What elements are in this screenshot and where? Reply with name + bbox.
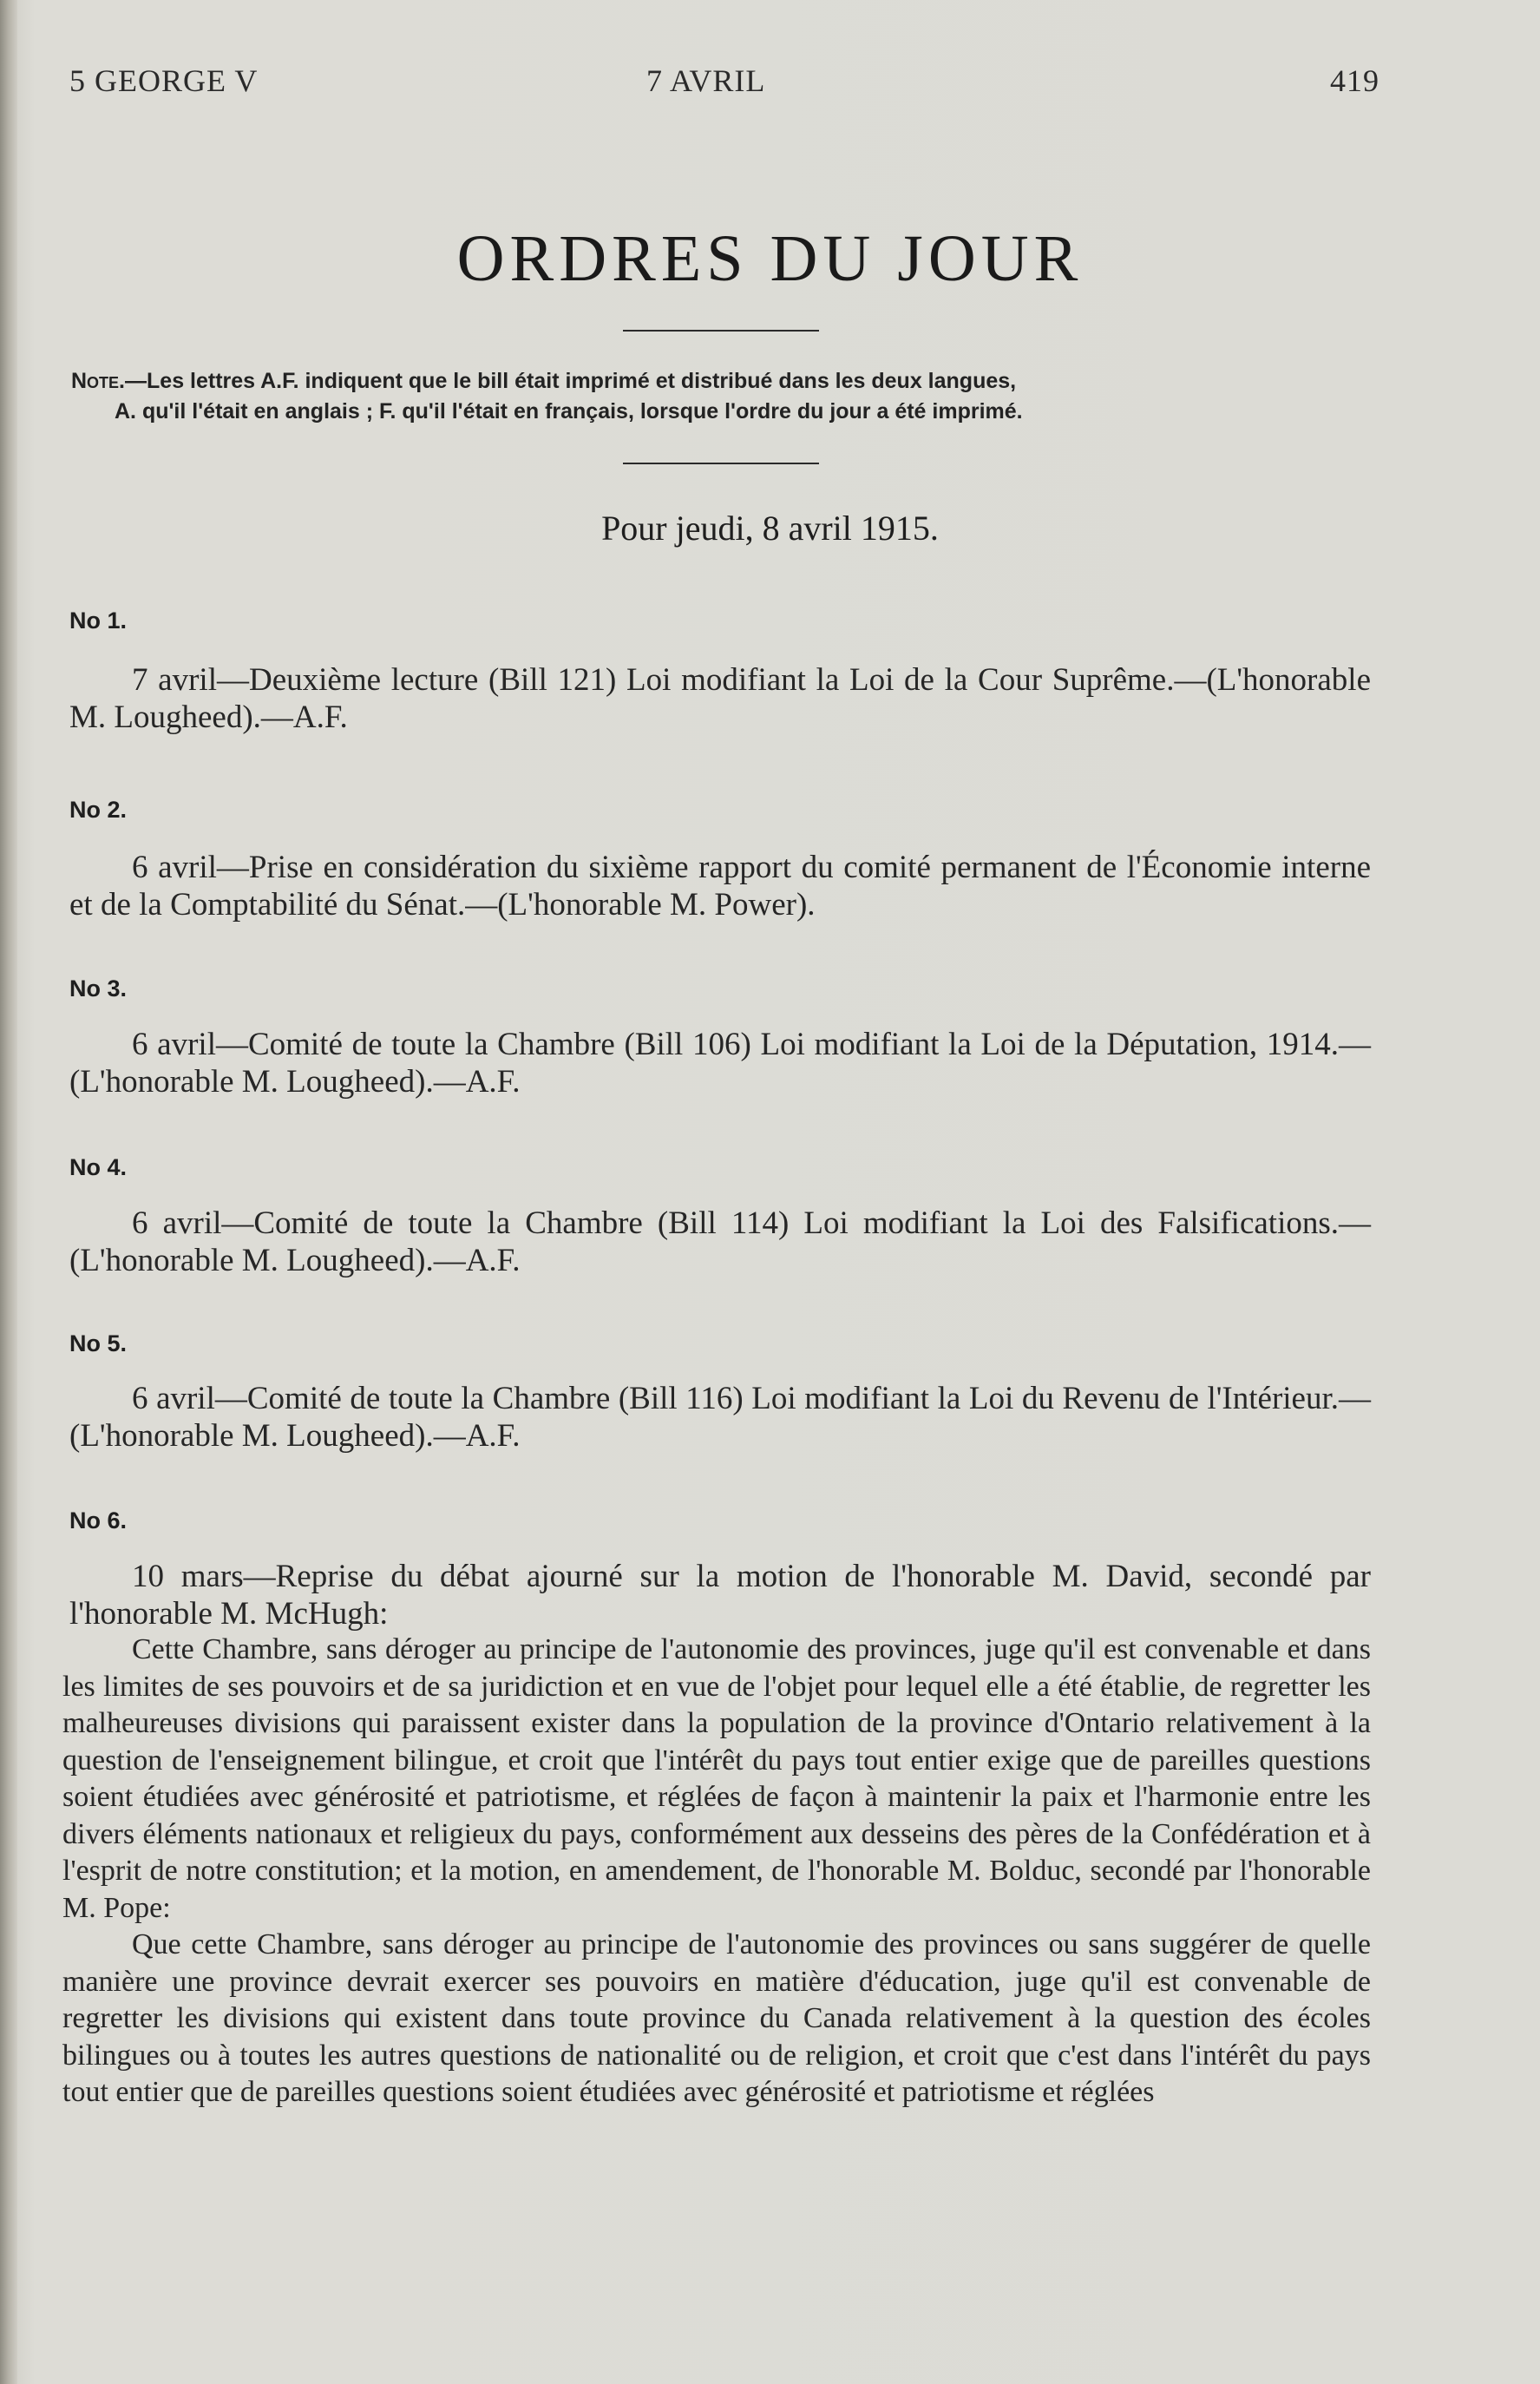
page-title: ORDRES DU JOUR: [456, 222, 1084, 295]
running-head-session: 5 GEORGE V: [69, 63, 259, 98]
item-number: No 1.: [69, 607, 128, 634]
item-body: 6 avril—Comité de toute la Chambre (Bill 114) Loi modifiant la Loi des Falsifications.—(L'honorable M. Lougheed).—A.F.: [69, 1205, 1371, 1278]
item-text: [69, 849, 1371, 923]
title-divider: [623, 330, 819, 332]
note-line-1: —Les lettres A.F. indiquent que le bill était imprimé et distribué dans les deux langues,: [125, 369, 1017, 393]
page-number: 419: [1330, 63, 1379, 98]
motion-paragraph-1: Cette Chambre, sans déroger au principe de l'autonomie des provinces, juge qu'il est convenable et dans les limites de ses pouvoirs et de sa juridiction et en vue de l'objet pour lequel elle a été établie, de regretter les malheureuses divisions qui paraissent exister dans la population de la province d'Ontario relativement à la question de l'enseignement bilingue, et croit que l'intérêt du pays tout entier exige que de pareilles questions soient étudiées avec générosité et patriotisme, et réglées de façon à maintenir la paix et l'harmonie entre les divers éléments nationaux et religieux du pays, conformément aux desseins des pères de la Confédération et à l'esprit de notre constitution; et la motion, en amendement, de l'honorable M. Bolduc, secondé par l'honorable M. Pope:: [62, 1633, 1371, 1924]
note-line-2: A. qu'il l'était en anglais ; F. qu'il l'était en français, lorsque l'ordre du jour a été imprimé.: [115, 399, 1023, 424]
item-body: 6 avril—Prise en considération du sixième rapport du comité permanent de l'Économie interne et de la Comptabilité du Sénat.—(L'honorable M. Power).: [69, 850, 1371, 923]
running-head: [69, 62, 1379, 115]
item-text: [69, 1026, 1371, 1100]
item-number: No 4.: [69, 1154, 128, 1180]
item-text: [69, 1205, 1371, 1279]
book-spine-shadow: [0, 0, 17, 2384]
motion-paragraph-2: Que cette Chambre, sans déroger au principe de l'autonomie des provinces ou sans suggérer de quelle manière une province devrait exercer ses pouvoirs en matière d'éducation, juge qu'il est convenable de regretter les divisions qui existent dans toute province du Canada relativement à la question des écoles bilingues ou à toutes les autres questions de nationalité ou de religion, et croit que c'est dans l'intérêt du pays tout entier que de pareilles questions soient étudiées avec générosité et patriotisme et réglées: [62, 1928, 1371, 2108]
running-head-date: 7 AVRIL: [646, 63, 766, 98]
item-body: 7 avril—Deuxième lecture (Bill 121) Loi modifiant la Loi de la Cour Suprême.—(L'honorable M. Lougheed).—A.F.: [69, 662, 1371, 735]
note-label: Note.: [71, 369, 126, 393]
item-text: [69, 661, 1371, 736]
item-body: 6 avril—Comité de toute la Chambre (Bill 106) Loi modifiant la Loi de la Députation, 1914.—(L'honorable M. Lougheed).—A.F.: [69, 1027, 1371, 1100]
item-text: [69, 1380, 1371, 1455]
date-heading: Pour jeudi, 8 avril 1915.: [601, 509, 939, 548]
item-body: 10 mars—Reprise du débat ajourné sur la motion de l'honorable M. David, secondé par l'honorable M. McHugh:: [69, 1559, 1371, 1632]
item-number: No 5.: [69, 1330, 128, 1356]
item-body: 6 avril—Comité de toute la Chambre (Bill 116) Loi modifiant la Loi du Revenu de l'Intérieur.—(L'honorable M. Lougheed).—A.F.: [69, 1381, 1371, 1454]
item-number: No 3.: [69, 975, 128, 1002]
item-number: No 6.: [69, 1507, 128, 1534]
item-text: [69, 1558, 1371, 1632]
item-number: No 2.: [69, 797, 128, 823]
note: [71, 366, 1399, 427]
motion-text: [62, 1632, 1371, 2111]
note-divider: [623, 463, 819, 464]
